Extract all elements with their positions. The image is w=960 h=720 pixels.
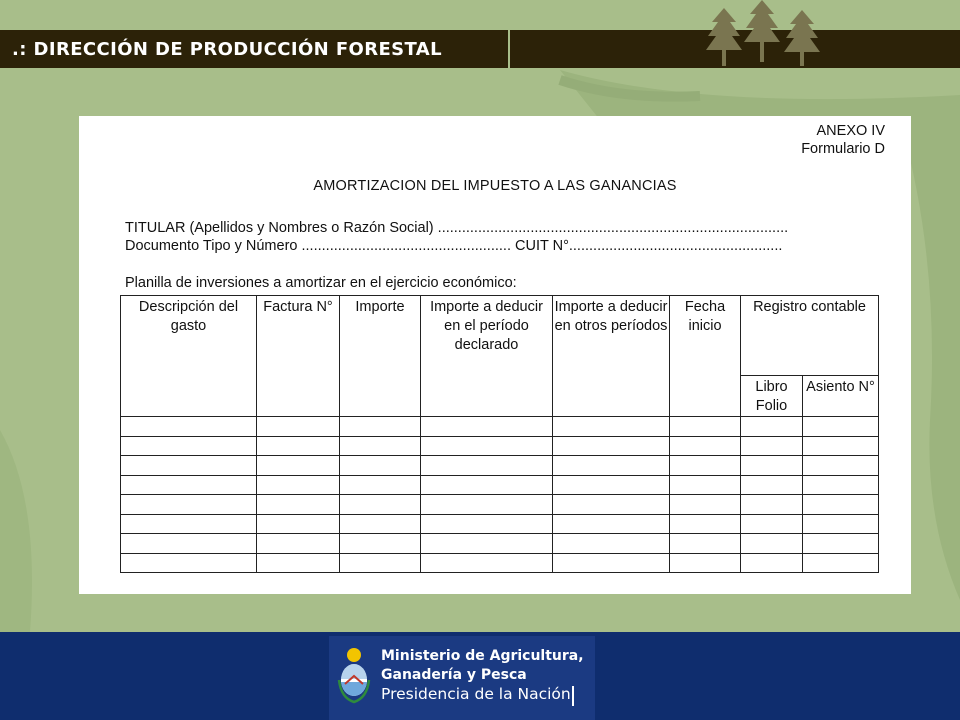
table-cell [741, 417, 803, 437]
table-cell [421, 495, 553, 515]
table-cell [670, 436, 741, 456]
table-cell [670, 534, 741, 554]
table-cell [803, 456, 879, 476]
table-cell [741, 436, 803, 456]
table-cell [257, 514, 340, 534]
table-cell [121, 534, 257, 554]
annex-number: ANEXO IV [816, 123, 885, 139]
table-cell [741, 514, 803, 534]
header-factura: Factura N° [257, 296, 340, 417]
document-cuit-line: Documento Tipo y Número .................................................... CUIT N°..................................................... [125, 238, 783, 254]
table-row [121, 456, 879, 476]
table-cell [803, 514, 879, 534]
table-cell [670, 495, 741, 515]
table-cell [670, 553, 741, 573]
table-cell [803, 534, 879, 554]
table-cell [121, 456, 257, 476]
table-row [121, 534, 879, 554]
table-cell [803, 436, 879, 456]
table-cell [121, 495, 257, 515]
table-cell [257, 417, 340, 437]
table-cell [121, 514, 257, 534]
table-cell [257, 495, 340, 515]
table-cell [553, 514, 670, 534]
header-descripcion: Descripción del gasto [121, 296, 257, 417]
table-cell [803, 475, 879, 495]
table-cell [741, 475, 803, 495]
header-importe-periodo: Importe a deducir en el período declarado [421, 296, 553, 417]
table-cell [741, 553, 803, 573]
table-cell [670, 417, 741, 437]
table-cell [121, 553, 257, 573]
header-fecha: Fecha inicio [670, 296, 741, 417]
header-asiento: Asiento N° [803, 376, 879, 417]
table-cell [553, 456, 670, 476]
table-row [121, 514, 879, 534]
annex-label [801, 122, 885, 158]
logo-divider [572, 686, 574, 706]
header-registro: Registro contable [741, 296, 879, 376]
table-cell [670, 514, 741, 534]
form-name: Formulario D [801, 141, 885, 157]
table-cell [340, 436, 421, 456]
table-cell [670, 456, 741, 476]
table-cell [340, 534, 421, 554]
table-cell [121, 417, 257, 437]
table-cell [257, 475, 340, 495]
header-importe: Importe [340, 296, 421, 417]
table-row [121, 495, 879, 515]
titular-line: TITULAR (Apellidos y Nombres o Razón Social) ....................................................................................... [125, 220, 789, 236]
table-row [121, 436, 879, 456]
table-row [121, 417, 879, 437]
investments-table [120, 295, 879, 573]
table-cell [670, 475, 741, 495]
footer-bar [0, 632, 960, 720]
table-header-row [121, 296, 879, 376]
table-cell [741, 495, 803, 515]
table-cell [421, 534, 553, 554]
table-cell [803, 417, 879, 437]
argentina-coat-of-arms-icon [337, 646, 371, 706]
table-cell [553, 534, 670, 554]
header-divider [508, 30, 510, 68]
table-cell [257, 436, 340, 456]
table-row [121, 475, 879, 495]
table-cell [421, 456, 553, 476]
ministry-name-line1: Ministerio de Agricultura, [381, 648, 584, 664]
header-libro: Libro Folio [741, 376, 803, 417]
table-row [121, 553, 879, 573]
form-document [79, 116, 911, 594]
table-cell [340, 417, 421, 437]
table-cell [421, 514, 553, 534]
table-cell [340, 553, 421, 573]
table-cell [340, 475, 421, 495]
ministry-name-line2: Ganadería y Pesca [381, 667, 527, 683]
table-cell [340, 514, 421, 534]
table-cell [803, 553, 879, 573]
table-cell [421, 475, 553, 495]
table-cell [741, 456, 803, 476]
table-cell [741, 534, 803, 554]
table-cell [257, 534, 340, 554]
ministry-logo [329, 636, 595, 720]
table-cell [340, 456, 421, 476]
pine-trees-icon [702, 0, 824, 70]
table-cell [803, 495, 879, 515]
table-cell [421, 417, 553, 437]
table-cell [553, 475, 670, 495]
table-cell [421, 436, 553, 456]
document-title: AMORTIZACION DEL IMPUESTO A LAS GANANCIAS [313, 178, 677, 194]
table-cell [553, 436, 670, 456]
page-title: .: DIRECCIÓN DE PRODUCCIÓN FORESTAL [12, 39, 443, 60]
table-cell [553, 417, 670, 437]
table-cell [257, 456, 340, 476]
table-cell [421, 553, 553, 573]
table-cell [553, 495, 670, 515]
planilla-line: Planilla de inversiones a amortizar en el ejercicio económico: [125, 275, 517, 291]
table-cell [121, 436, 257, 456]
table-cell [121, 475, 257, 495]
table-cell [340, 495, 421, 515]
table-cell [553, 553, 670, 573]
header-importe-otros: Importe a deducir en otros períodos [553, 296, 670, 417]
table-cell [257, 553, 340, 573]
presidency-name: Presidencia de la Nación [381, 685, 571, 703]
